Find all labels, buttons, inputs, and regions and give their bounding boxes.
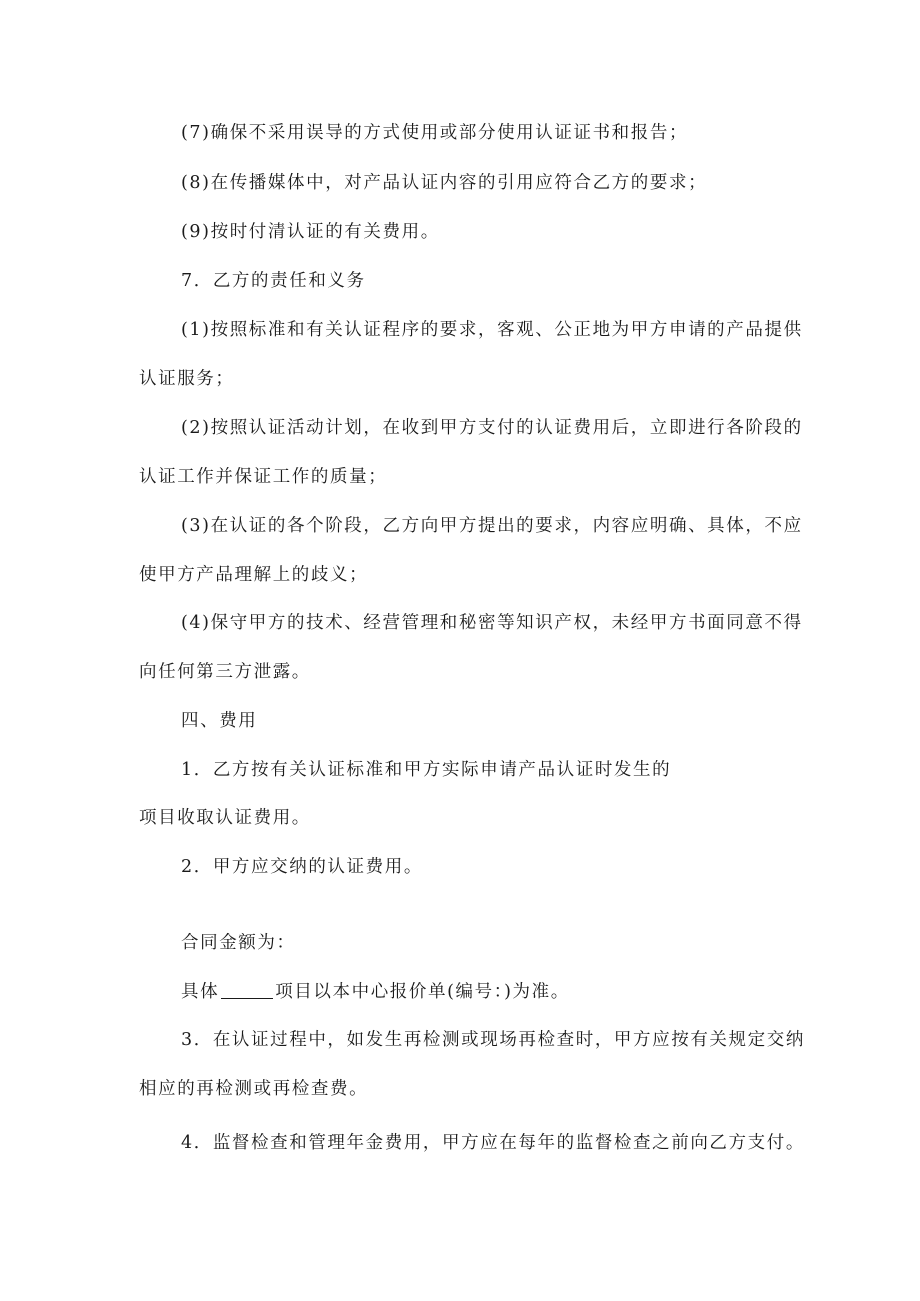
duty-2-line-1: (2)按照认证活动计划，在收到甲方支付的认证费用后，立即进行各阶段的 <box>181 418 803 438</box>
section-7-heading: 7．乙方的责任和义务 <box>181 271 366 291</box>
duty-4-line-1: (4)保守甲方的技术、经营管理和秘密等知识产权，未经甲方书面同意不得 <box>181 613 803 633</box>
duty-1-line-2: 认证服务； <box>139 369 235 389</box>
contract-amount: 合同金额为： <box>181 933 296 953</box>
fee-2: 2．甲方应交纳的认证费用。 <box>181 857 423 877</box>
duty-4-line-2: 向任何第三方泄露。 <box>139 662 311 682</box>
duty-2-line-2: 认证工作并保证工作的质量； <box>139 467 388 487</box>
fee-3-line-2: 相应的再检测或再检查费。 <box>139 1079 369 1099</box>
clause-8: (8)在传播媒体中，对产品认证内容的引用应符合乙方的要求； <box>181 173 708 193</box>
quote-reference <box>181 980 570 1004</box>
fee-1-line-1: 1．乙方按有关认证标准和甲方实际申请产品认证时发生的 <box>181 760 672 780</box>
clause-9: (9)按时付清认证的有关费用。 <box>181 222 440 242</box>
quote-prefix: 具体 <box>181 982 220 1002</box>
fee-3-line-1: 3．在认证过程中，如发生再检测或现场再检查时，甲方应按有关规定交纳 <box>181 1030 805 1050</box>
duty-3-line-1: (3)在认证的各个阶段，乙方向甲方提出的要求，内容应明确、具体，不应 <box>181 516 803 536</box>
fee-4: 4．监督检查和管理年金费用，甲方应在每年的监督检查之前向乙方支付。 <box>181 1133 805 1153</box>
section-fees-heading: 四、费用 <box>181 711 258 731</box>
duty-1-line-1: (1)按照标准和有关认证程序的要求，客观、公正地为甲方申请的产品提供 <box>181 320 803 340</box>
clause-7: (7)确保不采用误导的方式使用或部分使用认证证书和报告； <box>181 123 689 143</box>
fill-in-blank <box>221 980 273 999</box>
quote-suffix: 项目以本中心报价单(编号：)为准。 <box>275 982 570 1002</box>
duty-3-line-2: 使甲方产品理解上的歧义； <box>139 565 369 585</box>
fee-1-line-2: 项目收取认证费用。 <box>139 808 311 828</box>
